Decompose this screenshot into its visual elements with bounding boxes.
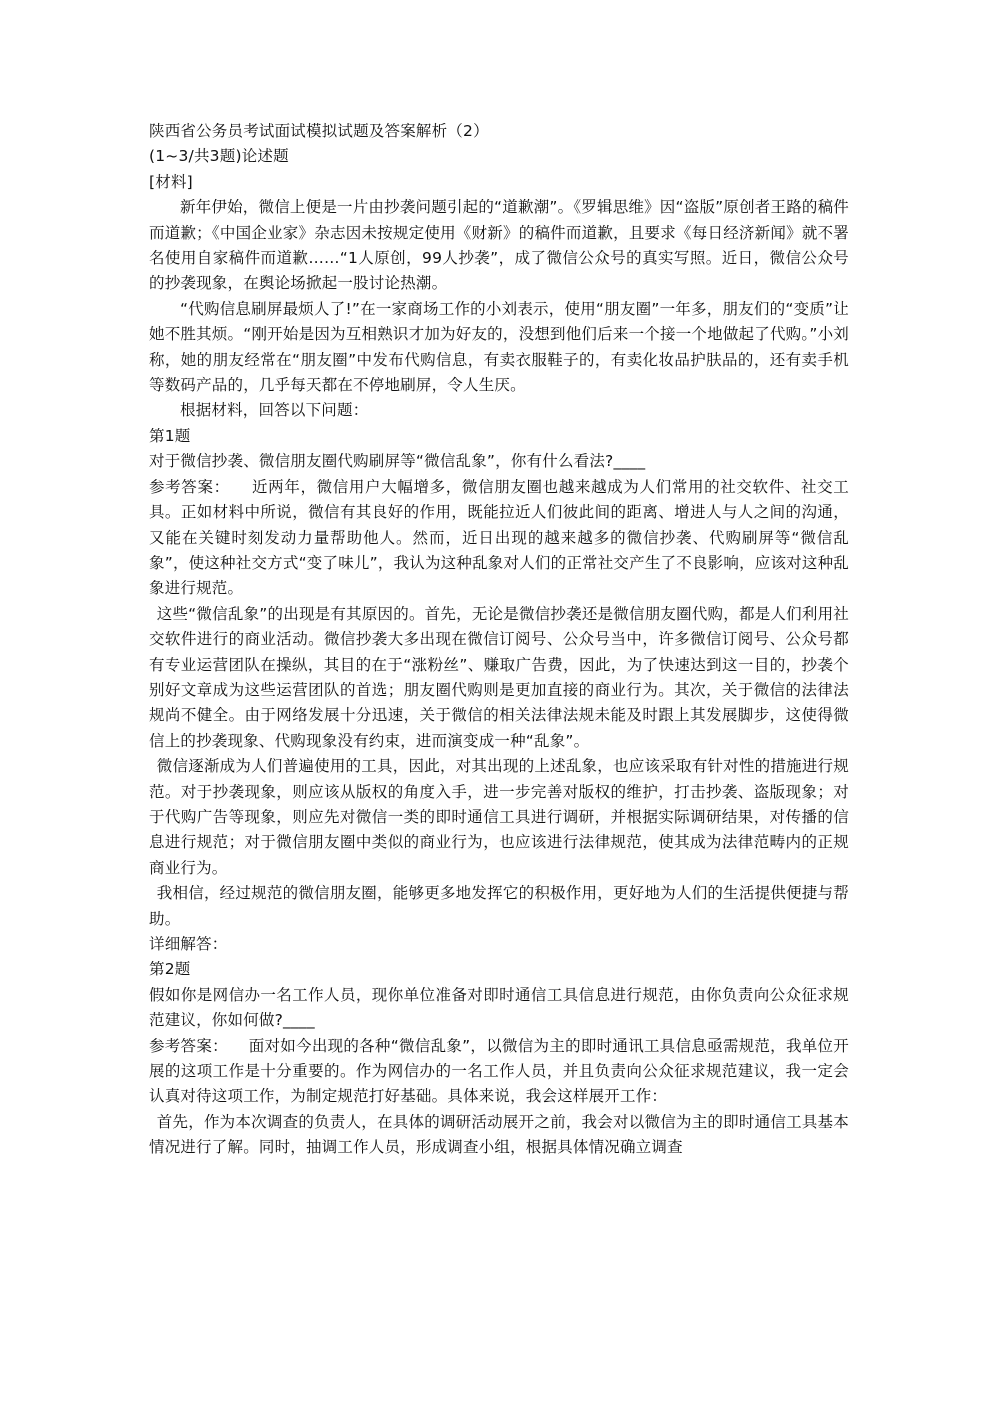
material-paragraph-2: “代购信息刷屏最烦人了!”在一家商场工作的小刘表示，使用“朋友圈”一年多，朋友们的“变质”让她不胜其烦。“刚开始是因为互相熟识才加为好友的，没想到他们后来一个接一个地做起了代购。”小刘称，她的朋友经常在“朋友圈”中发布代购信息，有卖衣服鞋子的，有卖化妆品护肤品的，还有卖手机等数码产品的，几乎每天都在不停地刷屏，令人生厌。 [149, 299, 849, 395]
material-label: [材料] [149, 172, 193, 191]
material-paragraph-1: 新年伊始，微信上便是一片由抄袭问题引起的“道歉潮”。《罗辑思维》因“盗版”原创者王路的稿件而道歉；《中国企业家》杂志因未按规定使用《财新》的稿件而道歉，且要求《每日经济新闻》就不署名使用自家稿件而道歉……“1人原创，99人抄袭”，成了微信公众号的真实写照。近日，微信公众号的抄袭现象，在舆论场掀起一股讨论热潮。 [149, 198, 849, 293]
answer-label: 参考答案： [149, 1036, 228, 1055]
question-1-text: 对于微信抄袭、微信朋友圈代购刷屏等“微信乱象”，你有什么看法?____ [149, 452, 646, 471]
answer-label: 参考答案： [149, 477, 230, 496]
question-1-answer-p4: 我相信，经过规范的微信朋友圈，能够更多地发挥它的积极作用，更好地为人们的生活提供便捷与帮助。 [149, 884, 849, 928]
document-body [149, 119, 849, 1161]
document-title: 陕西省公务员考试面试模拟试题及答案解析（2） [149, 122, 489, 140]
question-2-answer-p1 [149, 1034, 849, 1110]
question-2-label: 第2题 [149, 960, 191, 979]
question-range: (1~3/共3题)论述题 [149, 147, 289, 166]
question-1-answer-p3: 微信逐渐成为人们普遍使用的工具，因此，对其出现的上述乱象，也应该采取有针对性的措施进行规范。对于抄袭现象，则应该从版权的角度入手，进一步完善对版权的维护，打击抄袭、盗版现象；对于代购广告等现象，则应先对微信一类的即时通信工具进行调研，并根据实际调研结果，对传播的信息进行规范；对于微信朋友圈中类似的商业行为，也应该进行法律规范，使其成为法律范畴内的正规商业行为。 [149, 757, 849, 877]
answer-text: 面对如今出现的各种“微信乱象”，以微信为主的即时通讯工具信息亟需规范，我单位开展的这项工作是十分重要的。作为网信办的一名工作人员，并且负责向公众征求规范建议，我一定会认真对待这项工作，为制定规范打好基础。具体来说，我会这样展开工作： [149, 1036, 849, 1106]
answer-text: 近两年，微信用户大幅增多，微信朋友圈也越来越成为人们常用的社交软件、社交工具。正如材料中所说，微信有其良好的作用，既能拉近人们彼此间的距离、增进人与人之间的沟通，又能在关键时刻发动力量帮助他人。然而，近日出现的越来越多的微信抄袭、代购刷屏等“微信乱象”，使这种社交方式“变了味儿”，我认为这种乱象对人们的正常社交产生了不良影响，应该对这种乱象进行规范。 [149, 477, 849, 598]
question-1-answer-p1 [149, 475, 849, 602]
question-1-label: 第1题 [149, 426, 191, 445]
question-1-answer-p2: 这些“微信乱象”的出现是有其原因的。首先，无论是微信抄袭还是微信朋友圈代购，都是人们利用社交软件进行的商业活动。微信抄袭大多出现在微信订阅号、公众号当中，许多微信订阅号、公众号都有专业运营团队在操纵，其目的在于“涨粉丝”、赚取广告费，因此，为了快速达到这一目的，抄袭个别好文章成为这些运营团队的首选；朋友圈代购则是更加直接的商业行为。其次，关于微信的法律法规尚不健全。由于网络发展十分迅速，关于微信的相关法律法规未能及时跟上其发展脚步，这使得微信上的抄袭现象、代购现象没有约束，进而演变成一种“乱象”。 [149, 604, 849, 750]
question-2-answer-p2: 首先，作为本次调查的负责人，在具体的调研活动展开之前，我会对以微信为主的即时通信工具基本情况进行了解。同时，抽调工作人员，形成调查小组，根据具体情况确立调查 [149, 1112, 849, 1157]
instruction-text: 根据材料，回答以下问题： [180, 401, 369, 420]
question-2-text: 假如你是网信办一名工作人员，现你单位准备对即时通信工具信息进行规范，由你负责向公众征求规范建议，你如何做?____ [149, 985, 849, 1030]
question-1-detail-label: 详细解答： [149, 935, 228, 953]
